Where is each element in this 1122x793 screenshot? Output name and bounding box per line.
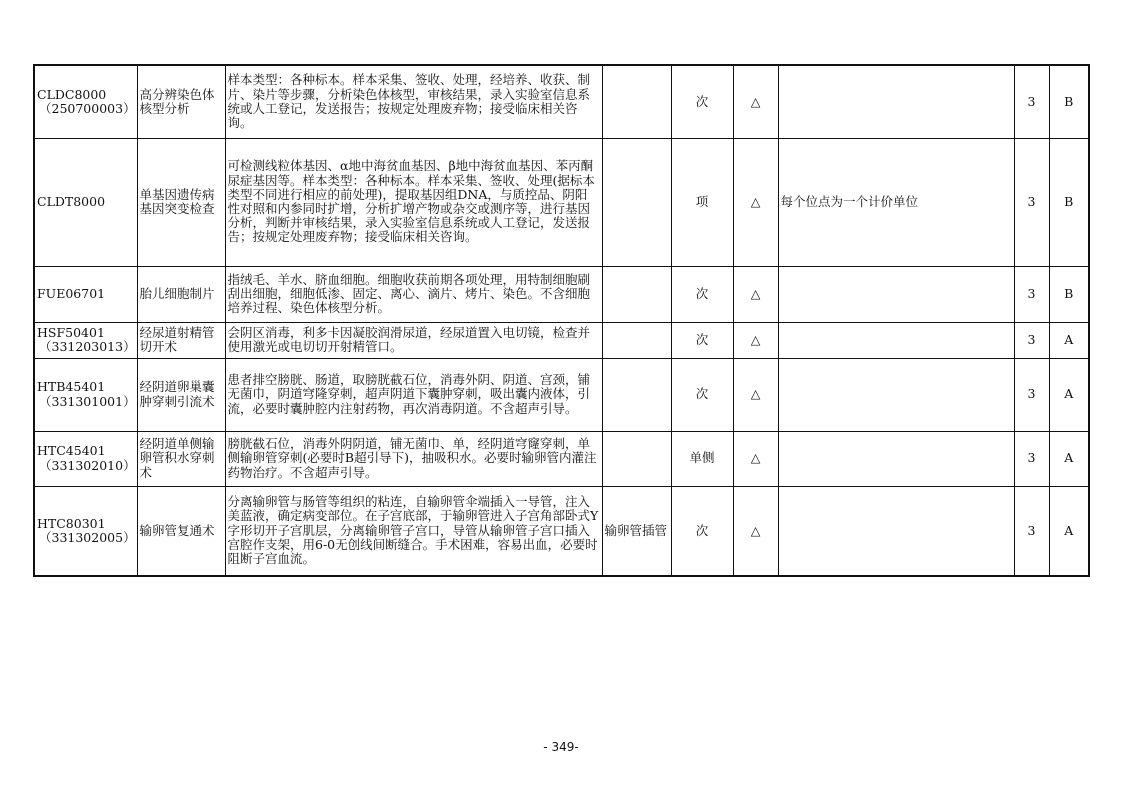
item-level: 3 bbox=[1014, 322, 1049, 358]
item-note bbox=[778, 322, 1014, 358]
item-code: HTC80301 bbox=[37, 515, 106, 531]
table-body bbox=[34, 65, 1089, 576]
item-note bbox=[778, 358, 1014, 431]
item-code: FUE06701 bbox=[37, 285, 106, 301]
item-excluded bbox=[602, 138, 671, 266]
item-mark: △ bbox=[733, 486, 778, 576]
item-note bbox=[778, 486, 1014, 576]
item-code-old: （250700003） bbox=[39, 100, 136, 116]
item-unit: 次 bbox=[671, 65, 733, 138]
item-excluded bbox=[602, 358, 671, 431]
item-code-cell bbox=[34, 65, 137, 138]
item-code: HTC45401 bbox=[37, 443, 106, 459]
item-mark: △ bbox=[733, 431, 778, 486]
item-category: A bbox=[1049, 322, 1089, 358]
item-note bbox=[778, 65, 1014, 138]
item-unit: 次 bbox=[671, 322, 733, 358]
item-level: 3 bbox=[1014, 266, 1049, 322]
item-level: 3 bbox=[1014, 358, 1049, 431]
table-row bbox=[34, 431, 1089, 486]
item-name: 经阴道卵巢囊肿穿刺引流术 bbox=[137, 358, 225, 431]
item-level: 3 bbox=[1014, 65, 1049, 138]
item-name: 经阴道单侧输卵管积水穿刺术 bbox=[137, 431, 225, 486]
item-code-old: （331301001） bbox=[39, 393, 136, 409]
item-unit: 项 bbox=[671, 138, 733, 266]
item-mark: △ bbox=[733, 358, 778, 431]
item-code-cell bbox=[34, 431, 137, 486]
item-level: 3 bbox=[1014, 138, 1049, 266]
item-name: 输卵管复通术 bbox=[137, 486, 225, 576]
item-code-cell bbox=[34, 358, 137, 431]
item-mark: △ bbox=[733, 266, 778, 322]
item-content: 患者排空膀胱、肠道，取膀胱截石位，消毒外阴、阴道、宫颈，铺无菌巾，阴道穹隆穿刺，超声阴道下囊肿穿刺，吸出囊内液体，引流，必要时囊肿腔内注射药物，再次消毒阴道。不含超声引导。 bbox=[225, 358, 602, 431]
item-name: 高分辨染色体核型分析 bbox=[137, 65, 225, 138]
item-name: 胎儿细胞制片 bbox=[137, 266, 225, 322]
item-excluded bbox=[602, 322, 671, 358]
item-excluded bbox=[602, 266, 671, 322]
item-category: B bbox=[1049, 138, 1089, 266]
item-category: A bbox=[1049, 486, 1089, 576]
item-content: 膀胱截石位，消毒外阴阴道，铺无菌巾、单，经阴道穹窿穿刺，单侧输卵管穿刺(必要时B超引导下)，抽吸积水。必要时输卵管内灌注药物治疗。不含超声引导。 bbox=[225, 431, 602, 486]
item-mark: △ bbox=[733, 65, 778, 138]
item-note bbox=[778, 431, 1014, 486]
item-excluded: 输卵管插管 bbox=[602, 486, 671, 576]
item-code: CLDC8000 bbox=[37, 86, 107, 102]
item-content: 会阴区消毒，利多卡因凝胶润滑尿道，经尿道置入电切镜，检查并使用激光或电切切开射精管口。 bbox=[225, 322, 602, 358]
item-name: 经尿道射精管切开术 bbox=[137, 322, 225, 358]
item-excluded bbox=[602, 431, 671, 486]
page-number: - 349- bbox=[543, 740, 579, 754]
table-row bbox=[34, 322, 1089, 358]
item-mark: △ bbox=[733, 138, 778, 266]
item-category: B bbox=[1049, 266, 1089, 322]
item-unit: 次 bbox=[671, 486, 733, 576]
item-code: CLDT8000 bbox=[37, 193, 106, 209]
item-note: 每个位点为一个计价单位 bbox=[778, 138, 1014, 266]
item-level: 3 bbox=[1014, 431, 1049, 486]
item-code-old: （331203013） bbox=[39, 339, 136, 354]
item-mark: △ bbox=[733, 322, 778, 358]
item-code-cell bbox=[34, 322, 137, 358]
item-category: A bbox=[1049, 358, 1089, 431]
item-content: 可检测线粒体基因、α地中海贫血基因、β地中海贫血基因、苯丙酮尿症基因等。样本类型：各种标本。样本采集、签收、处理(据标本类型不同进行相应的前处理)，提取基因组DNA，与质控品、阴阳性对照和内参同时扩增，分析扩增产物或杂交或测序等，进行基因分析，判断并审核结果，录入实验室信息系统或人工登记，发送报告；按规定处理废弃物；接受临床相关咨询。 bbox=[225, 138, 602, 266]
item-category: A bbox=[1049, 431, 1089, 486]
item-code-old: （331302010） bbox=[39, 457, 136, 473]
item-content: 指绒毛、羊水、脐血细胞。细胞收获前期各项处理，用特制细胞刷刮出细胞，细胞低渗、固定、离心、滴片、烤片、染色。不含细胞培养过程、染色体核型分析。 bbox=[225, 266, 602, 322]
item-code-cell bbox=[34, 138, 137, 266]
table-row bbox=[34, 266, 1089, 322]
item-unit: 次 bbox=[671, 266, 733, 322]
item-code-old: （331302005） bbox=[39, 529, 136, 545]
item-unit: 次 bbox=[671, 358, 733, 431]
item-unit: 单侧 bbox=[671, 431, 733, 486]
item-category: B bbox=[1049, 65, 1089, 138]
item-level: 3 bbox=[1014, 486, 1049, 576]
item-code: HSF50401 bbox=[37, 324, 105, 340]
table-row bbox=[34, 138, 1089, 266]
item-code-cell bbox=[34, 486, 137, 576]
table-row bbox=[34, 358, 1089, 431]
table-row bbox=[34, 486, 1089, 576]
item-name: 单基因遗传病基因突变检查 bbox=[137, 138, 225, 266]
item-content: 样本类型：各种标本。样本采集、签收、处理，经培养、收获、制片、染片等步骤，分析染色体核型，审核结果，录入实验室信息系统或人工登记，发送报告；按规定处理废弃物；接受临床相关咨询。 bbox=[225, 65, 602, 138]
item-note bbox=[778, 266, 1014, 322]
price-table bbox=[33, 64, 1090, 577]
item-excluded bbox=[602, 65, 671, 138]
item-code-cell bbox=[34, 266, 137, 322]
item-content: 分离输卵管与肠管等组织的粘连，自输卵管伞端插入一导管，注入美蓝液，确定病变部位。在子宫底部，于输卵管进入子宫角部卧式Y字形切开子宫肌层，分离输卵管子宫口，导管从输卵管子宫口插入宫腔作支架，用6-0无创线间断缝合。手术困难，容易出血，必要时阻断子宫血流。 bbox=[225, 486, 602, 576]
item-code: HTB45401 bbox=[37, 379, 106, 395]
table-row bbox=[34, 65, 1089, 138]
